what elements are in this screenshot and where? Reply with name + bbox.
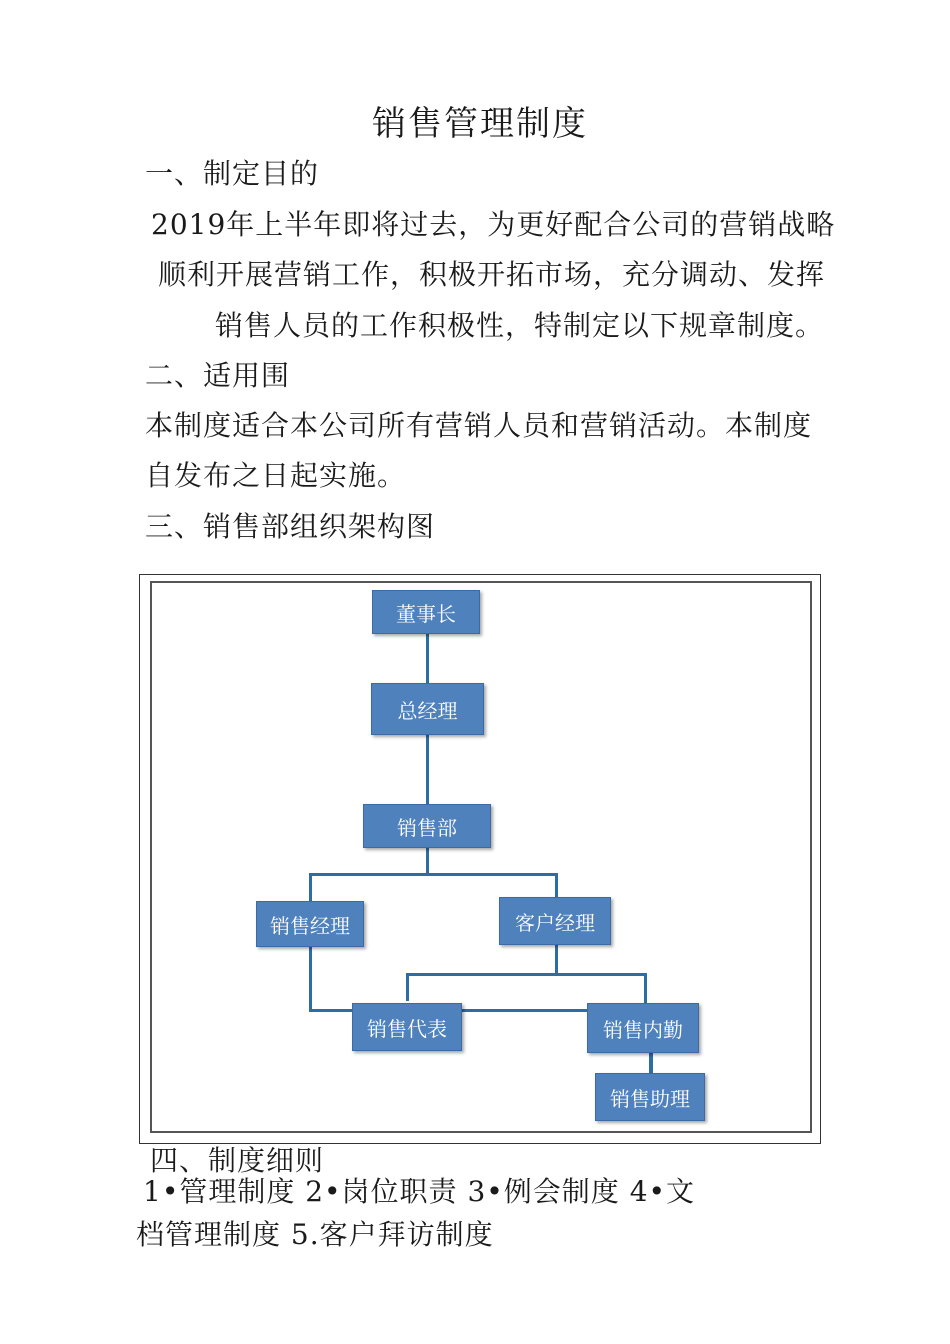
section-2-para-line-1: 本制度适合本公司所有营销人员和营销活动。本制度	[145, 409, 813, 442]
connector-sales-dept-down	[426, 847, 429, 875]
connector-to-sales-rep	[406, 973, 409, 1001]
org-node-sales-department: 销售部	[363, 804, 491, 848]
connector-to-sales-manager	[309, 873, 312, 903]
connector-internal-to-assistant	[649, 1053, 653, 1075]
section-4-para-line-1: 1•管理制度 2•岗位职责 3•例会制度 4•文	[143, 1175, 696, 1208]
org-node-sales-assistant: 销售助理	[595, 1073, 705, 1121]
org-node-account-manager: 客户经理	[499, 897, 611, 945]
section-2-para-line-2: 自发布之日起实施。	[145, 459, 407, 492]
connector-managers-bar	[309, 873, 558, 876]
connector-chairman-gm	[426, 633, 429, 683]
org-node-sales-representative: 销售代表	[352, 1003, 462, 1051]
org-chart-border	[150, 581, 812, 1133]
connector-to-sales-internal	[644, 973, 647, 1005]
section-2-heading: 二、适用围	[145, 359, 291, 392]
connector-sales-manager-down	[309, 947, 312, 1011]
section-1-para-line-1: 2019年上半年即将过去，为更好配合公司的营销战略	[151, 208, 836, 241]
org-node-sales-manager: 销售经理	[256, 901, 364, 947]
doc-title: 销售管理制度	[372, 104, 588, 144]
org-chart-frame	[139, 574, 821, 1144]
connector-account-manager-down	[555, 945, 558, 975]
connector-rep-to-internal	[462, 1009, 588, 1012]
org-node-general-manager: 总经理	[371, 683, 484, 735]
section-1-para-line-3: 销售人员的工作积极性，特制定以下规章制度。	[215, 309, 825, 342]
section-3-heading: 三、销售部组织架构图	[145, 510, 436, 543]
connector-to-account-manager	[555, 873, 558, 899]
section-4-heading: 四、制度细则	[150, 1144, 325, 1177]
section-1-para-line-2: 顺利开展营销工作，积极开拓市场，充分调动、发挥	[158, 258, 826, 291]
connector-gm-sales-dept	[426, 735, 429, 805]
connector-sales-manager-to-rep	[309, 1009, 354, 1012]
section-4-para-line-2: 档管理制度 5.客户拜访制度	[136, 1218, 494, 1251]
connector-reps-bar	[406, 973, 647, 976]
section-1-heading: 一、制定目的	[145, 157, 320, 190]
org-node-sales-internal: 销售内勤	[587, 1003, 699, 1053]
org-node-chairman: 董事长	[372, 590, 480, 634]
